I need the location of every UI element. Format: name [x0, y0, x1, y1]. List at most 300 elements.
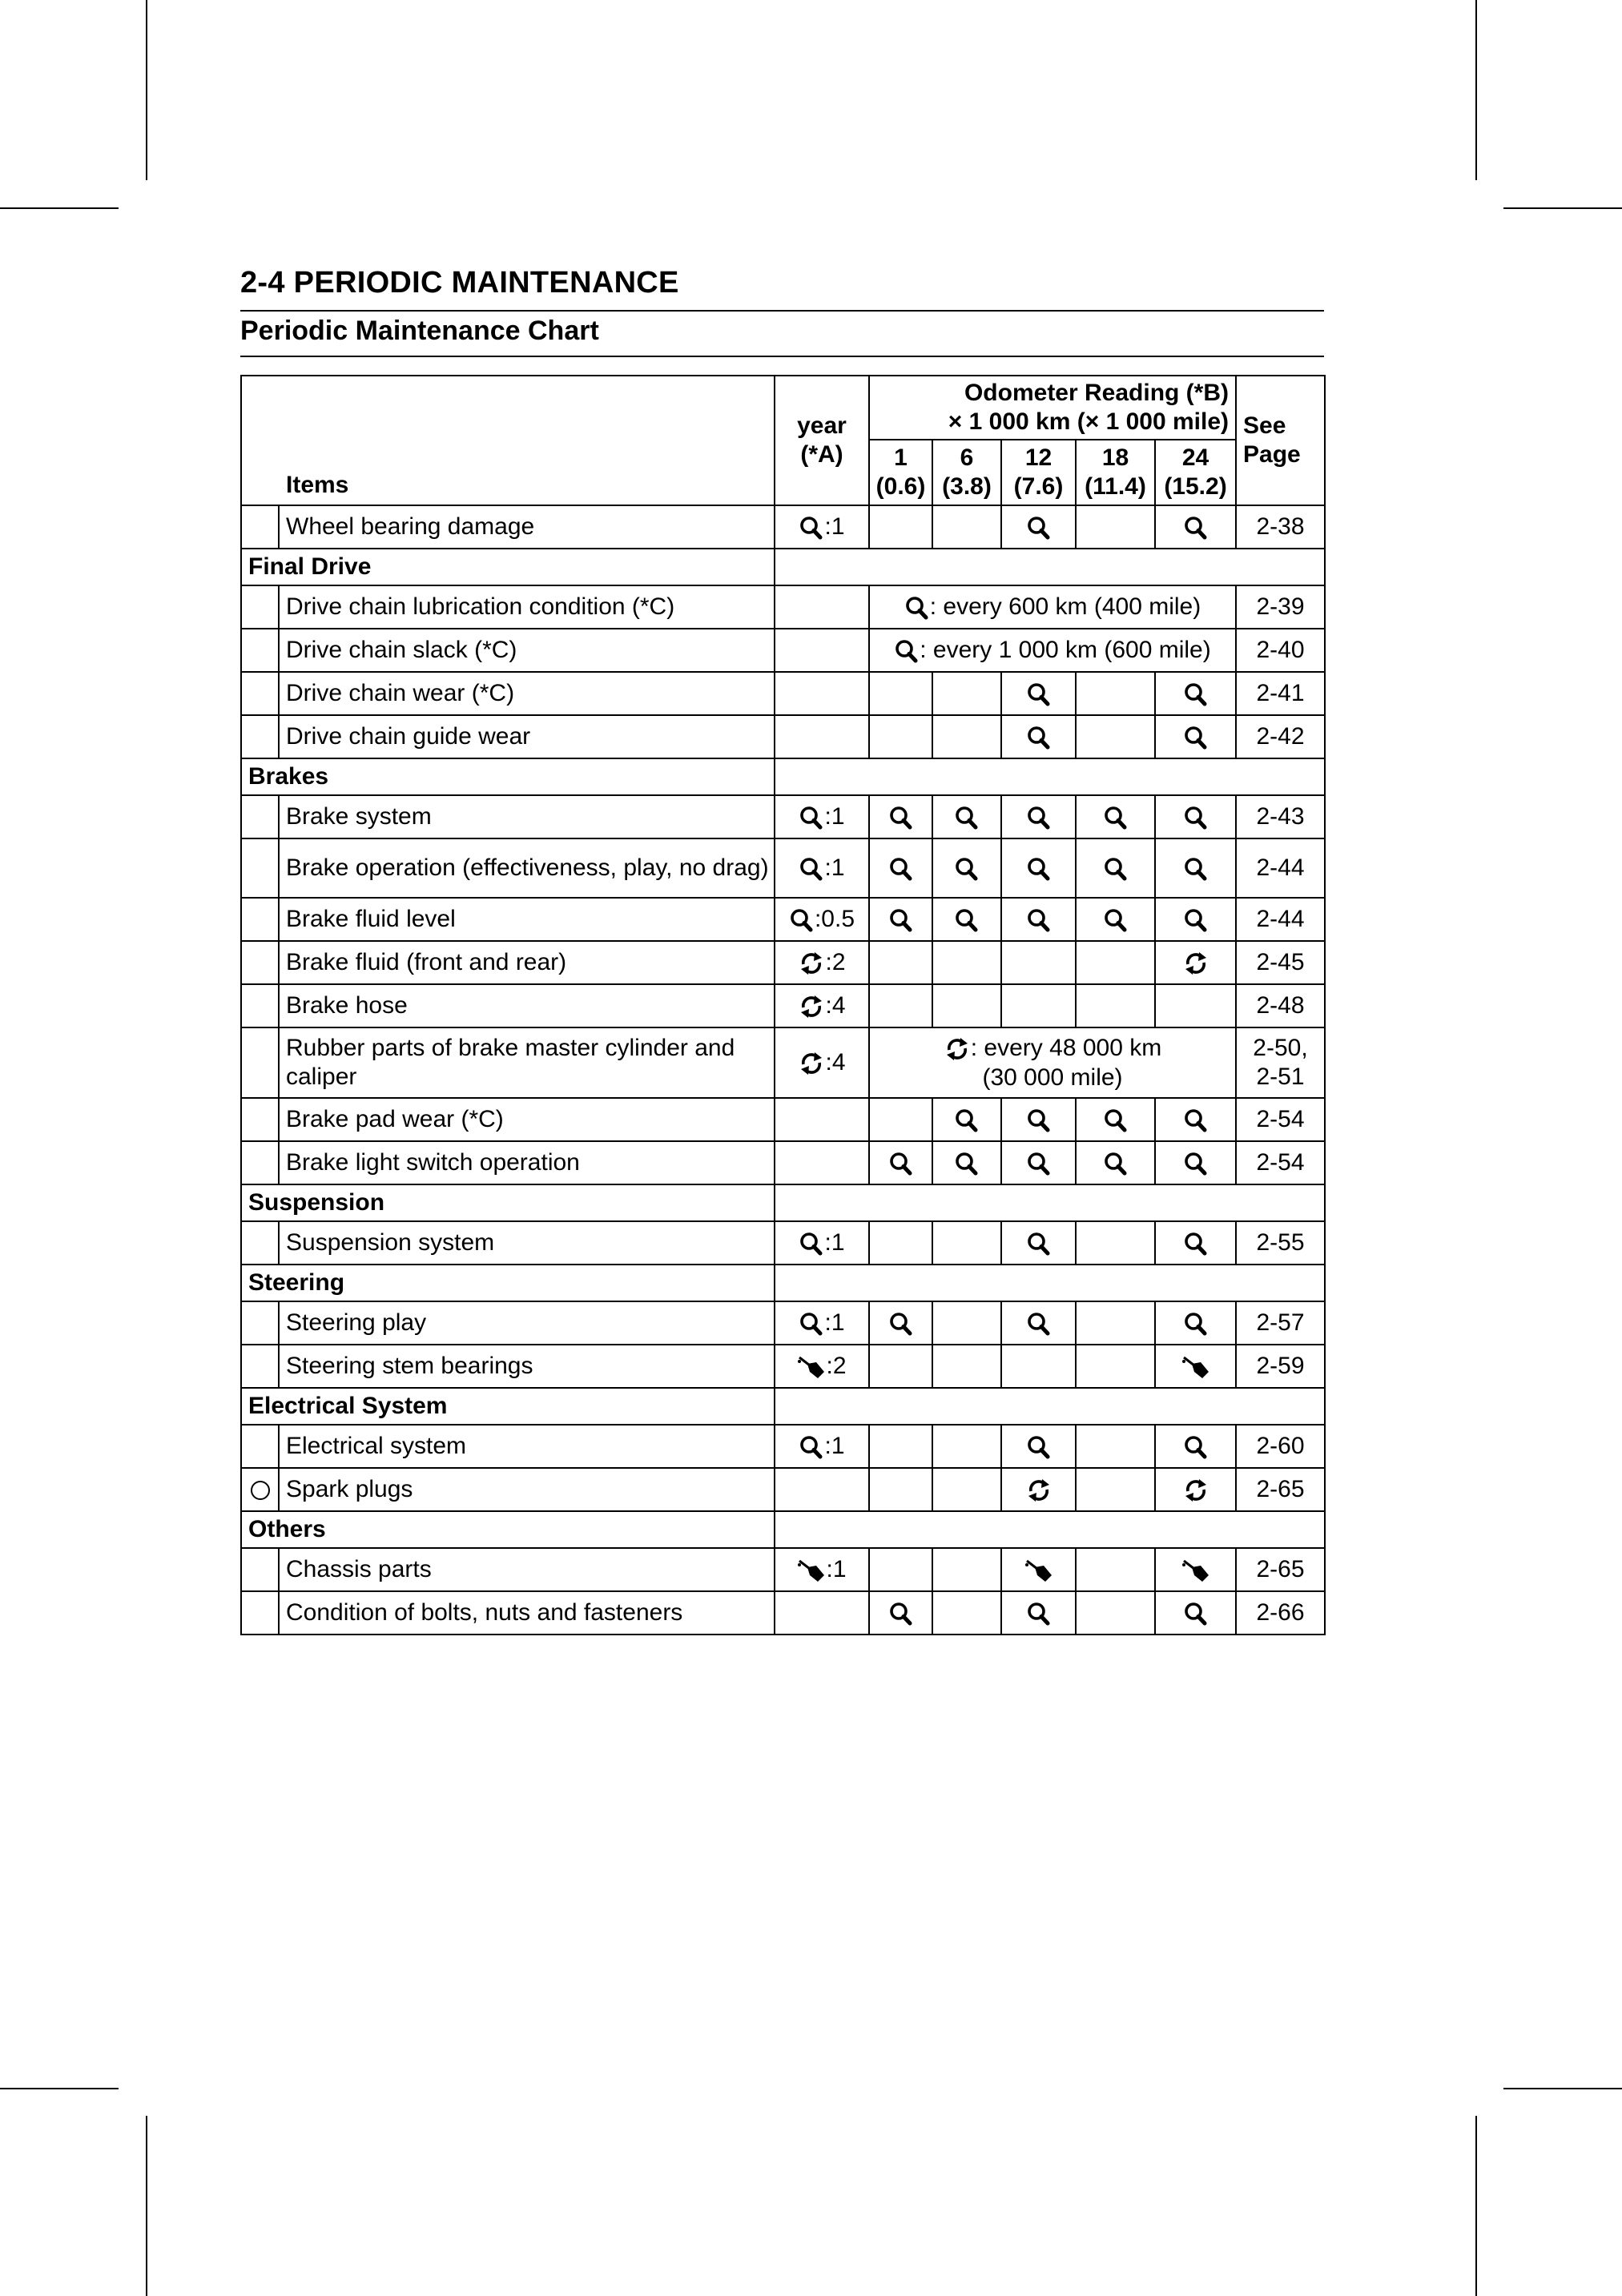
item-name: Spark plugs [279, 1468, 775, 1511]
odometer-column-6 [932, 440, 1001, 505]
chart-title: Periodic Maintenance Chart [240, 316, 599, 346]
item-name: Brake hose [279, 984, 775, 1027]
crop-mark [146, 0, 147, 180]
item-name: Steering stem bearings [279, 1345, 775, 1388]
year-cell [775, 1425, 869, 1468]
item-name: Brake fluid level [279, 898, 775, 941]
year-cell [775, 1221, 869, 1265]
marker-cell [241, 1548, 279, 1591]
section-row [241, 758, 1325, 795]
table-row [241, 898, 1325, 941]
year-cell [775, 1345, 869, 1388]
year-cell [775, 898, 869, 941]
year-header-line2: (*A) [800, 441, 843, 468]
mark-cell [1001, 1345, 1076, 1388]
column-mile: (11.4) [1085, 473, 1146, 500]
item-name: Drive chain guide wear [279, 715, 775, 758]
cycle-arrows-icon [944, 1036, 971, 1062]
see-page: 2-55 [1236, 1221, 1325, 1265]
odometer-column-24 [1155, 440, 1236, 505]
year-cell [775, 1591, 869, 1635]
cycle-arrows-icon [798, 1051, 825, 1076]
magnifier-icon [1183, 515, 1209, 541]
mark-cell [1001, 984, 1076, 1027]
mark-cell [1155, 505, 1236, 549]
mark-cell [869, 795, 932, 838]
magnifier-icon [1026, 907, 1052, 933]
magnifier-icon [1183, 725, 1209, 750]
magnifier-icon [1026, 515, 1052, 541]
odometer-header [869, 376, 1236, 440]
magnifier-icon [1183, 1151, 1209, 1176]
mark-cell [932, 1098, 1001, 1141]
section-filler [775, 1184, 1325, 1221]
mark-cell [1155, 672, 1236, 715]
mark-cell [1155, 715, 1236, 758]
see-page: 2-60 [1236, 1425, 1325, 1468]
oil-can-icon [797, 1558, 826, 1583]
marker-cell [241, 1027, 279, 1098]
see-page: 2-42 [1236, 715, 1325, 758]
magnifier-icon [1103, 1108, 1129, 1133]
mark-cell [932, 672, 1001, 715]
mark-cell [932, 505, 1001, 549]
year-interval: :4 [825, 992, 846, 1019]
see-page: 2-39 [1236, 585, 1325, 629]
magnifier-icon [1103, 907, 1129, 933]
mark-cell [932, 1221, 1001, 1265]
magnifier-icon [799, 856, 824, 882]
mark-cell [932, 795, 1001, 838]
table-row [241, 1098, 1325, 1141]
magnifier-icon [1026, 1231, 1052, 1257]
marker-cell [241, 984, 279, 1027]
mark-cell [1001, 715, 1076, 758]
year-cell [775, 585, 869, 629]
section-title: Final Drive [241, 549, 775, 585]
see-page: 2-65 [1236, 1548, 1325, 1591]
magnifier-icon [1026, 805, 1052, 830]
year-cell [775, 672, 869, 715]
year-cell [775, 1301, 869, 1345]
section-row [241, 1265, 1325, 1301]
year-cell [775, 715, 869, 758]
cycle-arrows-icon [798, 951, 825, 976]
table-row [241, 984, 1325, 1027]
mark-cell [1001, 795, 1076, 838]
year-cell [775, 1098, 869, 1141]
marker-cell [241, 1425, 279, 1468]
item-name: Wheel bearing damage [279, 505, 775, 549]
item-name: Drive chain slack (*C) [279, 629, 775, 672]
see-page-line2: 2-51 [1256, 1064, 1305, 1090]
mark-cell [932, 1548, 1001, 1591]
section-title: Suspension [241, 1184, 775, 1221]
item-name: Brake light switch operation [279, 1141, 775, 1184]
year-interval: :1 [824, 803, 845, 830]
mark-cell [1155, 795, 1236, 838]
section-row [241, 1388, 1325, 1425]
year-interval: :1 [824, 854, 845, 882]
mark-cell [1001, 1591, 1076, 1635]
magnifier-icon [904, 595, 930, 621]
mark-cell [932, 941, 1001, 984]
table-row [241, 941, 1325, 984]
magnifier-icon [1026, 1601, 1052, 1627]
magnifier-icon [954, 907, 980, 933]
interval-note [869, 585, 1236, 629]
mark-cell [932, 715, 1001, 758]
mark-cell [1076, 1141, 1155, 1184]
see-page: 2-44 [1236, 898, 1325, 941]
section-title: Steering [241, 1265, 775, 1301]
column-mile: (3.8) [942, 473, 992, 500]
mark-cell [1001, 505, 1076, 549]
see-page-header [1236, 376, 1325, 505]
magnifier-icon [1183, 682, 1209, 707]
section-title: Others [241, 1511, 775, 1548]
mark-cell [869, 1345, 932, 1388]
year-cell [775, 505, 869, 549]
table-row [241, 1345, 1325, 1388]
mark-cell [869, 1141, 932, 1184]
section-filler [775, 758, 1325, 795]
magnifier-icon [1103, 856, 1129, 882]
crop-mark [0, 207, 119, 209]
table-row [241, 629, 1325, 672]
oil-can-icon [797, 1354, 826, 1380]
mark-cell [1076, 838, 1155, 898]
mark-cell [1076, 1345, 1155, 1388]
year-interval: :0.5 [814, 906, 855, 933]
marker-cell [241, 1468, 279, 1511]
heading-rule [240, 310, 1324, 312]
item-name: Drive chain wear (*C) [279, 672, 775, 715]
mark-cell [869, 1221, 932, 1265]
see-page: 2-40 [1236, 629, 1325, 672]
mark-cell [1155, 1425, 1236, 1468]
mark-cell [1001, 672, 1076, 715]
magnifier-icon [1026, 725, 1052, 750]
year-cell [775, 629, 869, 672]
mark-cell [869, 1098, 932, 1141]
mark-cell [1076, 1221, 1155, 1265]
oil-can-icon [1024, 1558, 1053, 1583]
year-cell [775, 941, 869, 984]
marker-cell [241, 505, 279, 549]
mark-cell [869, 1468, 932, 1511]
mark-cell [869, 1591, 932, 1635]
mark-cell [932, 1425, 1001, 1468]
table-row [241, 1301, 1325, 1345]
section-row [241, 1511, 1325, 1548]
mark-cell [1155, 984, 1236, 1027]
see-page-header-line2: Page [1243, 441, 1301, 468]
section-row [241, 549, 1325, 585]
magnifier-icon [789, 907, 815, 933]
year-cell [775, 1548, 869, 1591]
table-row [241, 672, 1325, 715]
marker-cell [241, 1345, 279, 1388]
magnifier-icon [888, 1311, 914, 1337]
mark-cell [869, 1548, 932, 1591]
magnifier-icon [1026, 1434, 1052, 1460]
item-name: Chassis parts [279, 1548, 775, 1591]
magnifier-icon [799, 1434, 824, 1460]
crop-mark [0, 2088, 119, 2089]
marker-cell [241, 898, 279, 941]
mark-cell [1155, 838, 1236, 898]
item-name: Brake pad wear (*C) [279, 1098, 775, 1141]
magnifier-icon [954, 856, 980, 882]
mark-cell [1155, 1548, 1236, 1591]
mark-cell [869, 1425, 932, 1468]
see-page: 2-66 [1236, 1591, 1325, 1635]
mark-cell [1076, 1548, 1155, 1591]
year-cell [775, 984, 869, 1027]
crop-mark [1475, 0, 1477, 180]
magnifier-icon [1183, 1311, 1209, 1337]
item-name: Brake fluid (front and rear) [279, 941, 775, 984]
mark-cell [1155, 1468, 1236, 1511]
marker-cell [241, 585, 279, 629]
mark-cell [932, 838, 1001, 898]
mark-cell [1001, 1098, 1076, 1141]
item-name: Steering play [279, 1301, 775, 1345]
interval-note [869, 1027, 1236, 1098]
section-filler [775, 1388, 1325, 1425]
column-km: 24 [1181, 444, 1209, 471]
mark-cell [1076, 1425, 1155, 1468]
mark-cell [932, 1345, 1001, 1388]
page-heading: 2-4 PERIODIC MAINTENANCE [240, 266, 679, 300]
see-page [1236, 1027, 1325, 1098]
oil-can-icon [1181, 1558, 1210, 1583]
interval-note-text: : every 48 000 km [970, 1035, 1162, 1062]
magnifier-icon [799, 515, 824, 541]
mark-cell [1155, 898, 1236, 941]
see-page: 2-54 [1236, 1141, 1325, 1184]
table-row [241, 505, 1325, 549]
mark-cell [1155, 1345, 1236, 1388]
table-row [241, 1141, 1325, 1184]
oil-can-icon [1181, 1354, 1210, 1380]
magnifier-icon [888, 1601, 914, 1627]
marker-cell [241, 629, 279, 672]
magnifier-icon [799, 1311, 824, 1337]
table-row [241, 1468, 1325, 1511]
interval-note [869, 629, 1236, 672]
crop-mark [1475, 2116, 1477, 2296]
cycle-arrows-icon [1025, 1478, 1052, 1503]
year-cell [775, 795, 869, 838]
cycle-arrows-icon [798, 994, 825, 1019]
marker-cell [241, 715, 279, 758]
table-row [241, 838, 1325, 898]
items-header: Items [241, 376, 775, 505]
mark-cell [1001, 941, 1076, 984]
marker-cell [241, 672, 279, 715]
item-name: Drive chain lubrication condition (*C) [279, 585, 775, 629]
mark-cell [869, 838, 932, 898]
see-page: 2-59 [1236, 1345, 1325, 1388]
magnifier-icon [1026, 682, 1052, 707]
magnifier-icon [954, 1151, 980, 1176]
year-interval: :2 [826, 1353, 847, 1380]
item-name: Brake operation (effectiveness, play, no drag) [279, 838, 775, 898]
mark-cell [932, 1591, 1001, 1635]
mark-cell [1001, 1548, 1076, 1591]
magnifier-icon [1183, 805, 1209, 830]
section-row [241, 1184, 1325, 1221]
year-interval: :1 [824, 1229, 845, 1257]
see-page: 2-65 [1236, 1468, 1325, 1511]
year-cell [775, 838, 869, 898]
odometer-column-1 [869, 440, 932, 505]
item-name: Condition of bolts, nuts and fasteners [279, 1591, 775, 1635]
mark-cell [1076, 898, 1155, 941]
crop-mark [1503, 207, 1622, 209]
year-header [775, 376, 869, 505]
maintenance-table [240, 375, 1326, 1635]
magnifier-icon [954, 805, 980, 830]
section-title: Electrical System [241, 1388, 775, 1425]
magnifier-icon [894, 638, 920, 664]
circle-marker-icon [251, 1481, 270, 1500]
item-name: Electrical system [279, 1425, 775, 1468]
magnifier-icon [1103, 805, 1129, 830]
interval-note-text: (30 000 mile) [982, 1064, 1123, 1091]
magnifier-icon [888, 805, 914, 830]
column-km: 18 [1101, 444, 1129, 471]
odometer-header-line2: × 1 000 km (× 1 000 mile) [948, 408, 1229, 435]
magnifier-icon [799, 805, 824, 830]
mark-cell [1076, 941, 1155, 984]
see-page: 2-38 [1236, 505, 1325, 549]
magnifier-icon [1103, 1151, 1129, 1176]
mark-cell [869, 898, 932, 941]
interval-note-text: : every 1 000 km (600 mile) [920, 637, 1211, 664]
mark-cell [1001, 838, 1076, 898]
table-row [241, 1591, 1325, 1635]
marker-cell [241, 1221, 279, 1265]
year-cell [775, 1027, 869, 1098]
magnifier-icon [1183, 1434, 1209, 1460]
year-interval: :1 [824, 513, 845, 541]
magnifier-icon [1183, 1108, 1209, 1133]
mark-cell [1155, 1301, 1236, 1345]
mark-cell [1155, 1141, 1236, 1184]
year-interval: :1 [824, 1433, 845, 1460]
mark-cell [1076, 1301, 1155, 1345]
table-row [241, 1221, 1325, 1265]
column-mile: (7.6) [1013, 473, 1064, 500]
magnifier-icon [954, 1108, 980, 1133]
see-page-line1: 2-50, [1253, 1035, 1308, 1061]
mark-cell [932, 1468, 1001, 1511]
magnifier-icon [888, 907, 914, 933]
table-row [241, 585, 1325, 629]
crop-mark [1503, 2088, 1622, 2089]
mark-cell [869, 672, 932, 715]
cycle-arrows-icon [1182, 951, 1209, 976]
year-interval: :1 [826, 1556, 847, 1583]
magnifier-icon [1026, 856, 1052, 882]
mark-cell [932, 1141, 1001, 1184]
column-km: 1 [894, 444, 908, 471]
section-filler [775, 549, 1325, 585]
odometer-column-18 [1076, 440, 1155, 505]
marker-cell [241, 838, 279, 898]
magnifier-icon [1026, 1311, 1052, 1337]
mark-cell [869, 941, 932, 984]
magnifier-icon [1026, 1108, 1052, 1133]
see-page: 2-57 [1236, 1301, 1325, 1345]
mark-cell [869, 984, 932, 1027]
item-name: Rubber parts of brake master cylinder and caliper [279, 1027, 775, 1098]
mark-cell [1076, 1468, 1155, 1511]
mark-cell [1001, 898, 1076, 941]
marker-cell [241, 1141, 279, 1184]
year-interval: :4 [825, 1049, 846, 1076]
mark-cell [1155, 1221, 1236, 1265]
table-row [241, 795, 1325, 838]
table-row [241, 1548, 1325, 1591]
magnifier-icon [1183, 856, 1209, 882]
see-page: 2-43 [1236, 795, 1325, 838]
see-page: 2-44 [1236, 838, 1325, 898]
year-cell [775, 1468, 869, 1511]
odometer-header-line1: Odometer Reading (*B) [964, 380, 1229, 406]
mark-cell [1076, 715, 1155, 758]
table-row [241, 1425, 1325, 1468]
see-page-header-line1: See [1243, 412, 1286, 439]
magnifier-icon [799, 1231, 824, 1257]
magnifier-icon [888, 856, 914, 882]
column-km: 6 [960, 444, 974, 471]
cycle-arrows-icon [1182, 1478, 1209, 1503]
mark-cell [1076, 672, 1155, 715]
year-cell [775, 1141, 869, 1184]
mark-cell [1155, 1591, 1236, 1635]
magnifier-icon [1183, 907, 1209, 933]
section-filler [775, 1265, 1325, 1301]
magnifier-icon [1183, 1601, 1209, 1627]
mark-cell [932, 1301, 1001, 1345]
mark-cell [932, 984, 1001, 1027]
marker-cell [241, 795, 279, 838]
title-rule [240, 356, 1324, 357]
year-interval: :2 [825, 949, 846, 976]
mark-cell [1076, 984, 1155, 1027]
mark-cell [1001, 1221, 1076, 1265]
mark-cell [1076, 1591, 1155, 1635]
crop-mark [146, 2116, 147, 2296]
item-name: Brake system [279, 795, 775, 838]
column-mile: (0.6) [875, 473, 926, 500]
item-name: Suspension system [279, 1221, 775, 1265]
odometer-column-12 [1001, 440, 1076, 505]
see-page: 2-45 [1236, 941, 1325, 984]
marker-cell [241, 1301, 279, 1345]
magnifier-icon [888, 1151, 914, 1176]
table-row [241, 715, 1325, 758]
marker-cell [241, 1591, 279, 1635]
mark-cell [1001, 1425, 1076, 1468]
mark-cell [1001, 1141, 1076, 1184]
see-page: 2-48 [1236, 984, 1325, 1027]
interval-note-text: : every 600 km (400 mile) [929, 593, 1201, 621]
